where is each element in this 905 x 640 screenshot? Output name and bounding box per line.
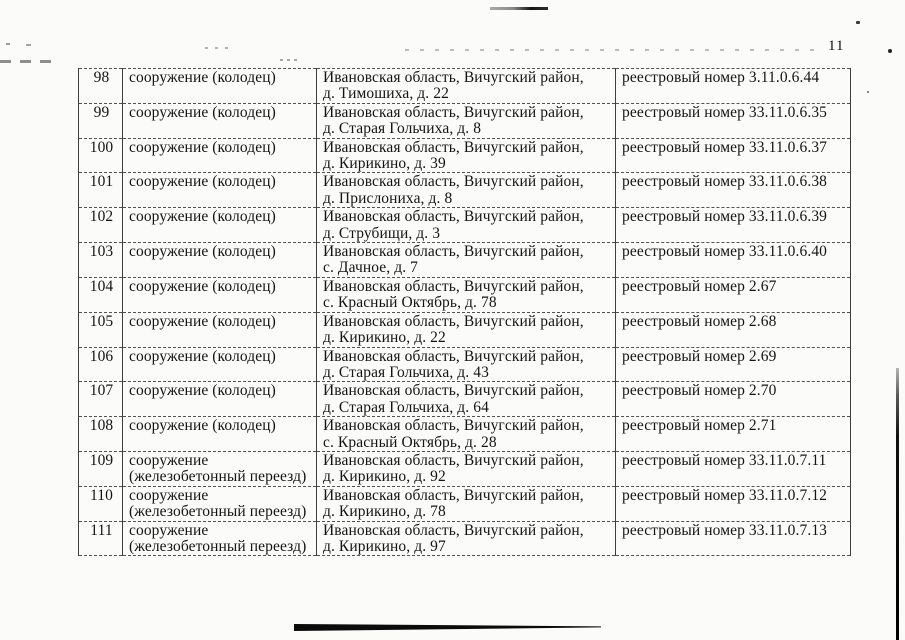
registry-number: реестровый номер 3.11.0.6.44 [622,69,820,86]
address-line: Ивановская область, Вичугский район, [323,208,584,226]
address-cell [317,347,616,382]
object-type-line: сооружение (колодец) [129,103,276,121]
registry-number-cell [616,486,851,521]
registry-number-cell [616,382,851,417]
address-line: д. Старая Гольчиха, д. 43 [323,363,489,381]
row-number: 109 [89,451,114,469]
object-type-line: сооружение (колодец) [129,312,276,330]
table-row [79,417,851,452]
address-cell [317,277,616,312]
table-row [79,382,851,417]
registry-number: реестровый номер 2.71 [622,417,777,435]
table-row [79,312,851,347]
page-number: 11 [828,38,845,54]
address-line: Ивановская область, Вичугский район, [323,69,584,86]
address-line: с. Дачное, д. 7 [323,259,419,277]
registry-number-cell [616,173,851,208]
object-type-cell [123,138,317,173]
row-number: 108 [89,417,114,435]
address-line: Ивановская область, Вичугский район, [323,173,584,191]
registry-number: реестровый номер 2.69 [622,347,777,365]
address-line: Ивановская область, Вичугский район, [323,382,584,400]
table-row [79,138,851,173]
scan-artifact-dash-row [0,60,58,63]
object-type-line: сооружение [129,486,209,504]
address-line: с. Красный Октябрь, д. 28 [323,433,497,451]
object-type-cell [123,312,317,347]
scan-artifact-dash [26,44,31,46]
registry-number-cell [616,417,851,452]
scan-artifact-speck [856,21,860,24]
object-type-line: сооружение (колодец) [129,69,276,86]
row-number-cell [79,312,123,347]
address-cell [317,486,616,521]
row-number-cell [79,138,123,173]
registry-number: реестровый номер 33.11.0.6.38 [622,173,828,191]
registry-number: реестровый номер 33.11.0.6.40 [622,243,828,261]
address-cell [317,173,616,208]
table-row [79,208,851,243]
address-cell [317,243,616,278]
table-row [79,173,851,208]
registry-number: реестровый номер 2.68 [622,312,777,330]
registry-number-cell [616,138,851,173]
registry-table-body [79,69,851,556]
scan-artifact-speck [888,49,892,53]
address-line: д. Тимошиха, д. 22 [323,85,449,103]
address-line: д. Прислониха, д. 8 [323,189,453,207]
row-number: 110 [90,486,113,504]
object-type-line: (железобетонный переезд) [129,503,307,521]
address-cell [317,521,616,556]
object-type-cell [123,103,317,138]
row-number: 99 [93,103,110,121]
object-type-line: сооружение [129,451,209,469]
registry-number-cell [616,312,851,347]
registry-number-cell [616,521,851,556]
address-line: Ивановская область, Вичугский район, [323,277,584,295]
row-number: 102 [89,208,114,226]
object-type-line: сооружение (колодец) [129,277,276,295]
row-number-cell [79,417,123,452]
object-type-line: сооружение (колодец) [129,208,276,226]
address-cell [317,417,616,452]
row-number: 105 [89,312,114,330]
object-type-line: сооружение (колодец) [129,243,276,261]
object-type-cell [123,208,317,243]
object-type-cell [123,347,317,382]
object-type-cell [123,277,317,312]
registry-number: реестровый номер 2.67 [622,277,777,295]
address-cell [317,382,616,417]
address-line: с. Красный Октябрь, д. 78 [323,294,497,312]
row-number-cell [79,243,123,278]
scan-artifact-dash [6,43,10,45]
table-row [79,347,851,382]
registry-number: реестровый номер 33.11.0.7.11 [622,451,827,469]
object-type-cell [123,382,317,417]
address-cell [317,451,616,486]
row-number-cell [79,173,123,208]
object-type-line: сооружение (колодец) [129,382,276,400]
address-line: Ивановская область, Вичугский район, [323,347,584,365]
row-number-cell [79,208,123,243]
address-line: д. Кирикино, д. 97 [323,537,446,555]
address-line: Ивановская область, Вичугский район, [323,243,584,261]
address-cell [317,138,616,173]
registry-number-cell [616,208,851,243]
object-type-cell [123,69,317,104]
table-row [79,103,851,138]
object-type-line: (железобетонный переезд) [129,537,307,555]
object-type-line: сооружение [129,521,209,539]
object-type-line: (железобетонный переезд) [129,468,307,486]
address-line: д. Старая Гольчиха, д. 64 [323,398,489,416]
registry-table [78,68,851,556]
address-line: Ивановская область, Вичугский район, [323,486,584,504]
registry-number: реестровый номер 33.11.0.6.35 [622,103,828,121]
object-type-line: сооружение (колодец) [129,173,276,191]
registry-number-cell [616,243,851,278]
registry-number-cell [616,103,851,138]
scan-artifact-bottom-line [294,623,601,631]
registry-number-cell [616,451,851,486]
address-cell [317,69,616,104]
object-type-cell [123,486,317,521]
address-cell [317,312,616,347]
table-row [79,243,851,278]
table-row [79,486,851,521]
address-line: д. Кирикино, д. 92 [323,468,446,486]
address-line: д. Струбищи, д. 3 [323,224,441,242]
address-line: Ивановская область, Вичугский район, [323,138,584,156]
registry-number-cell [616,277,851,312]
table-row [79,69,851,104]
row-number: 107 [89,382,114,400]
row-number: 104 [89,277,114,295]
row-number-cell [79,451,123,486]
address-line: Ивановская область, Вичугский район, [323,417,584,435]
address-cell [317,208,616,243]
address-cell [317,103,616,138]
registry-number: реестровый номер 2.70 [622,382,777,400]
row-number: 103 [89,243,114,261]
registry-number-cell [616,347,851,382]
object-type-line: сооружение (колодец) [129,347,276,365]
scan-artifact-right-edge-line [896,368,899,640]
address-line: Ивановская область, Вичугский район, [323,451,584,469]
row-number: 98 [93,69,110,86]
row-number: 100 [89,138,114,156]
row-number-cell [79,69,123,104]
registry-number: реестровый номер 33.11.0.6.37 [622,138,828,156]
address-line: д. Старая Гольчиха, д. 8 [323,120,482,138]
row-number: 101 [89,173,114,191]
registry-number: реестровый номер 33.11.0.7.13 [622,521,828,539]
row-number: 111 [90,521,113,539]
address-line: Ивановская область, Вичугский район, [323,103,584,121]
object-type-cell [123,451,317,486]
row-number-cell [79,486,123,521]
table-row [79,521,851,556]
row-number-cell [79,521,123,556]
table-row [79,277,851,312]
registry-number: реестровый номер 33.11.0.6.39 [622,208,828,226]
object-type-cell [123,521,317,556]
object-type-cell [123,417,317,452]
scan-artifact-dots [205,47,233,49]
table-row [79,451,851,486]
address-line: Ивановская область, Вичугский район, [323,521,584,539]
scan-artifact-speck [867,91,869,93]
scan-artifact-dotted-line [405,49,817,51]
object-type-cell [123,243,317,278]
registry-number-cell [616,69,851,104]
object-type-cell [123,173,317,208]
row-number-cell [79,277,123,312]
address-line: д. Кирикино, д. 39 [323,155,446,173]
scan-artifact-dots [280,59,297,61]
row-number-cell [79,382,123,417]
row-number: 106 [89,347,114,365]
object-type-line: сооружение (колодец) [129,417,276,435]
scan-artifact-top-line [490,7,548,10]
row-number-cell [79,103,123,138]
registry-number: реестровый номер 33.11.0.7.12 [622,486,828,504]
address-line: д. Кирикино, д. 22 [323,329,446,347]
object-type-line: сооружение (колодец) [129,138,276,156]
address-line: Ивановская область, Вичугский район, [323,312,584,330]
row-number-cell [79,347,123,382]
address-line: д. Кирикино, д. 78 [323,503,446,521]
